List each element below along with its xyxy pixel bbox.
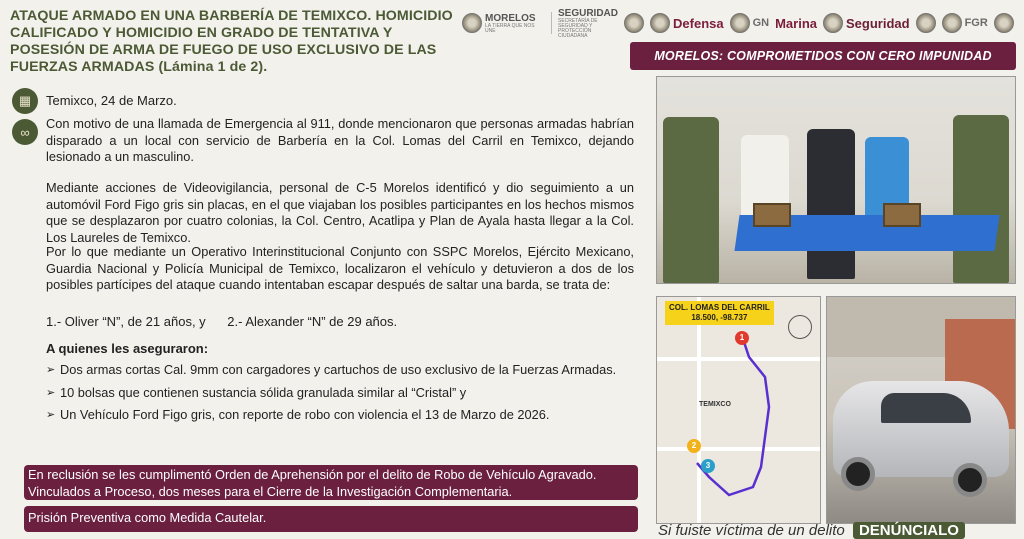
fgr-logo (942, 13, 988, 33)
seguridad-seal-icon (823, 13, 843, 33)
map-colony-name: COL. LOMAS DEL CARRIL (669, 303, 770, 312)
report-cta-badge: DENÚNCIALO (853, 522, 965, 539)
legal-status-box: En reclusión se les cumplimentó Orden de Aprehensión por el delito de Robo de Vehículo Agravado. Vinculados a Proceso, dos meses para el Cierre de la Investigación Complementaria. (24, 465, 638, 500)
arrested-person-1: 1.- Oliver “N”, de 21 años, y (46, 314, 206, 329)
soldier-figure-right (953, 115, 1009, 283)
fgr-emblem-logo (994, 13, 1014, 33)
gn-logo-text: GN (752, 17, 770, 29)
morelos-logo (462, 13, 545, 34)
seguridad-logo-text: SEGURIDAD (558, 7, 619, 19)
car-wheel-rear (841, 457, 875, 491)
morelos-logo-text: MORELOS (485, 12, 536, 24)
gn-logo (730, 13, 770, 33)
federal-seal-logo (916, 13, 936, 33)
map-coordinates: 18.500, -98.737 (691, 313, 748, 322)
car-windows (881, 393, 971, 423)
state-shield-logo (624, 13, 644, 33)
precautionary-measure-box: Prisión Preventiva como Medida Cautelar. (24, 506, 638, 532)
logo-divider (551, 12, 552, 34)
defensa-logo (650, 13, 724, 33)
map-marker-1: 1 (735, 331, 749, 345)
defensa-seal-icon (650, 13, 670, 33)
secured-item-bags: ➢ 10 bolsas que contienen sustancia sólida granulada similar al “Cristal” y (46, 385, 636, 402)
route-map (656, 296, 821, 524)
paragraph-operation: Por lo que mediante un Operativo Interinstitucional Conjunto con SSPC Morelos, Ejército Mexicano, Guardia Nacional y Policía Municipal de Temixco, localizaron el vehículo y detuvieron a dos de los posibles partícipes del ataque cuando intentaban escapar después de saltar una barda, se trata de: (46, 244, 634, 292)
seguridad-federal-logo-text: Seguridad (846, 15, 910, 31)
seguridad-morelos-logo (558, 8, 618, 39)
defensa-logo-text: Defensa (673, 15, 724, 31)
calendar-icon: ▦ (12, 88, 38, 114)
handcuffs-icon: ∞ (12, 119, 38, 145)
soldier-figure-left (663, 117, 719, 283)
secured-item-vehicle: ➢ Un Vehículo Ford Figo gris, con reporte de robo con violencia el 13 de Marzo de 2026. (46, 407, 636, 424)
report-call-to-action (658, 522, 965, 539)
paragraph-videovigilance: Mediante acciones de Videovigilancia, personal de C-5 Morelos identificó y dio seguimiento a un automóvil Ford Figo gris sin placas, en el que viajaban los posibles participantes en los hechos mismos que se desplazaron por cuatro colonias, la Col. Centro, Acatlipa y Plan de Ayala hasta llegar a la Col. Los Laureles de Temixco. (46, 180, 634, 245)
secured-items-heading: A quienes les aseguraron: (46, 341, 209, 356)
gn-seal-icon (730, 13, 750, 33)
institution-logos (462, 8, 1022, 38)
secured-item-weapons: ➢ Dos armas cortas Cal. 9mm con cargadores y cartuchos de uso exclusivo de la Fuerzas Armadas. (46, 362, 636, 379)
detainees-photo (656, 76, 1016, 284)
seguridad-logo-subtext: SECRETARÍA DE SEGURIDAD Y PROTECCIÓN CIUDADANA (558, 17, 598, 39)
map-marker-2: 2 (687, 439, 701, 453)
page-title: ATAQUE ARMADO EN UNA BARBERÍA DE TEMIXCO. HOMICIDIO CALIFICADO Y HOMICIDIO EN GRADO DE TENTATIVA Y POSESIÓN DE ARMA DE FUEGO DE USO EXCLUSIVO DE LAS FUERZAS ARMADAS (Lámina 1 de 2). (10, 8, 453, 75)
map-town-label: TEMIXCO (699, 401, 731, 408)
secured-items-list (46, 362, 636, 430)
seized-weapon-box-2 (883, 203, 921, 227)
seized-weapon-box-1 (753, 203, 791, 227)
shield-icon (624, 13, 644, 33)
marina-logo (775, 16, 817, 31)
federal-seal-icon (916, 13, 936, 33)
morelos-seal-icon (462, 13, 482, 33)
fgr-seal-icon (942, 13, 962, 33)
seguridad-federal-logo (823, 13, 910, 33)
map-marker-3: 3 (701, 459, 715, 473)
morelos-logo-subtext: LA TIERRA QUE NOS UNE (485, 22, 535, 34)
arrested-person-2: 2.- Alexander “N” de 29 años. (227, 314, 398, 329)
event-date: Temixco, 24 de Marzo. (46, 93, 177, 108)
slogan-banner: MORELOS: COMPROMETIDOS CON CERO IMPUNIDAD (630, 42, 1016, 70)
marina-logo-text: Marina (775, 15, 817, 31)
arrested-list (46, 314, 415, 329)
vehicle-photo (826, 296, 1016, 524)
fgr-logo-text: FGR (964, 17, 988, 29)
police-officer-figure (807, 129, 855, 279)
footer-text: Si fuiste víctima de un delito (658, 522, 845, 539)
paragraph-emergency: Con motivo de una llamada de Emergencia al 911, donde mencionaron que personas armadas habrían disparado a un local con servicio de Barbería en la Col. Lomas del Carril en Temixco, dejando lesionado a un masculino. (46, 116, 634, 164)
car-wheel-front (953, 463, 987, 497)
fgr-emblem-icon (994, 13, 1014, 33)
